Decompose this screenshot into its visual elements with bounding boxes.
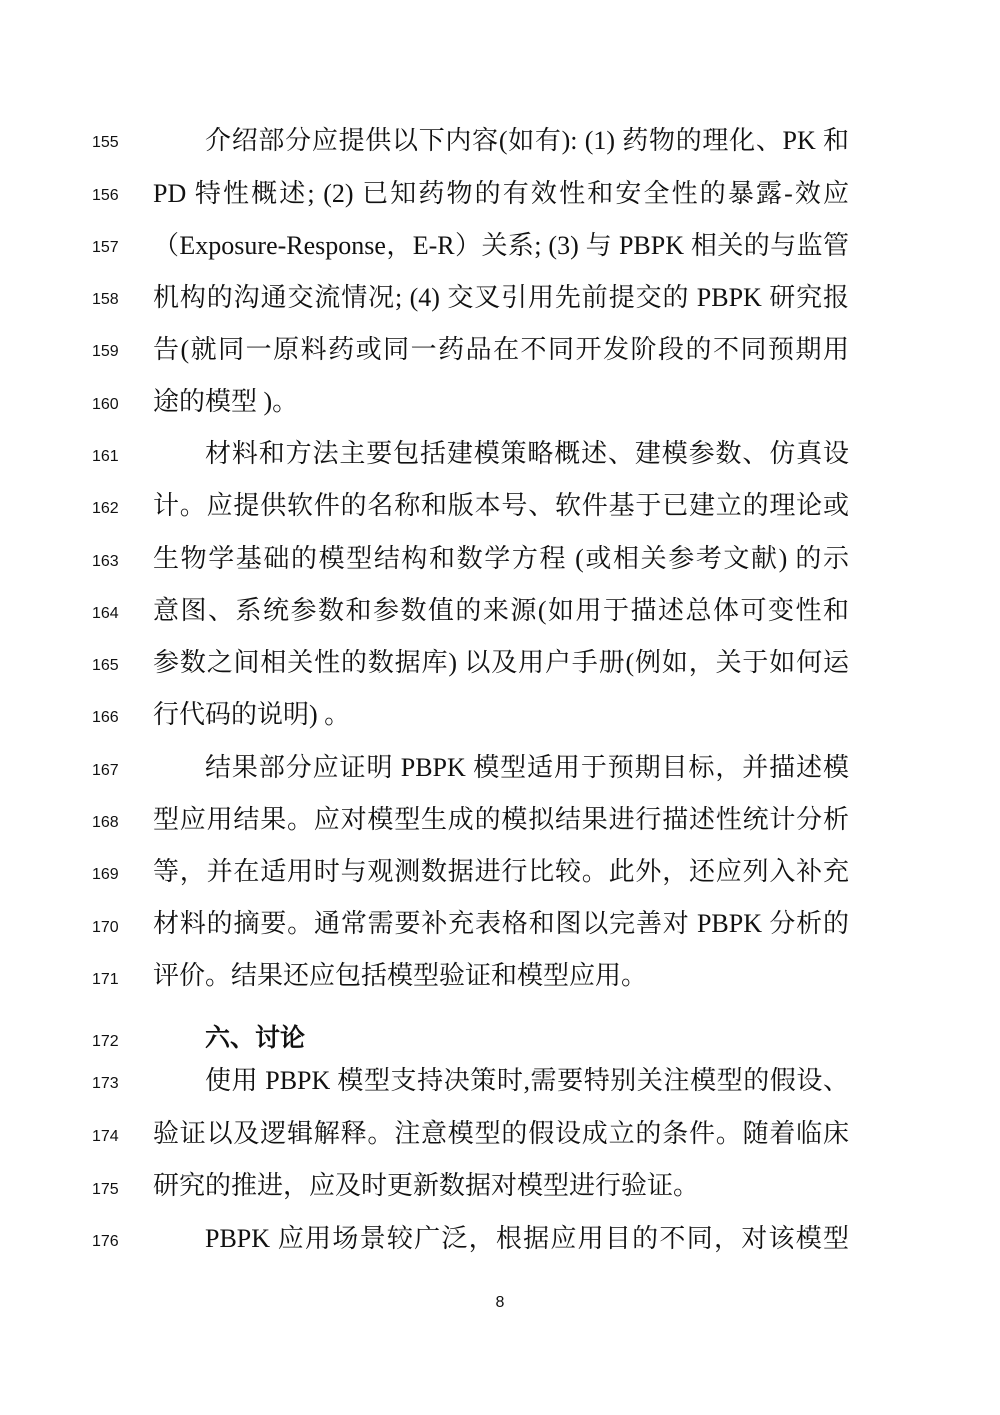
line-number: 158 (92, 291, 119, 308)
line-number: 166 (92, 709, 119, 726)
text-line: 型应用结果。应对模型生成的模拟结果进行描述性统计分析 (153, 805, 849, 834)
line-number: 163 (92, 553, 119, 570)
text-line: 材料的摘要。通常需要补充表格和图以完善对 PBPK 分析的 (153, 909, 849, 938)
text-line: PD 特性概述; (2) 已知药物的有效性和安全性的暴露-效应 (153, 179, 849, 208)
text-line: 验证以及逻辑解释。注意模型的假设成立的条件。随着临床 (153, 1119, 849, 1148)
text-line: 材料和方法主要包括建模策略概述、建模参数、仿真设 (205, 439, 849, 468)
text-line: 意图、系统参数和参数值的来源(如用于描述总体可变性和 (153, 596, 849, 625)
text-line: 行代码的说明) 。 (153, 700, 351, 729)
text-line: 机构的沟通交流情况; (4) 交叉引用先前提交的 PBPK 研究报 (153, 283, 849, 312)
text-line: 生物学基础的模型结构和数学方程 (或相关参考文献) 的示 (153, 544, 849, 573)
line-number: 156 (92, 187, 119, 204)
text-line: PBPK 应用场景较广泛，根据应用目的不同，对该模型 (205, 1224, 849, 1253)
section-heading: 六、讨论 (205, 1023, 306, 1052)
line-number: 175 (92, 1181, 119, 1198)
line-number: 170 (92, 919, 119, 936)
line-number: 176 (92, 1233, 119, 1250)
line-number: 155 (92, 134, 119, 151)
text-line: 计。应提供软件的名称和版本号、软件基于已建立的理论或 (153, 491, 849, 520)
text-line: 结果部分应证明 PBPK 模型适用于预期目标，并描述模 (205, 753, 849, 782)
line-number: 162 (92, 500, 119, 517)
line-number: 160 (92, 396, 119, 413)
text-line: 研究的推进，应及时更新数据对模型进行验证。 (153, 1171, 700, 1200)
text-line: 参数之间相关性的数据库) 以及用户手册(例如，关于如何运 (153, 648, 849, 677)
line-number: 157 (92, 239, 119, 256)
text-line: （Exposure-Response，E-R）关系; (3) 与 PBPK 相关的与监管 (153, 231, 849, 260)
line-number: 173 (92, 1075, 119, 1092)
line-number: 174 (92, 1128, 119, 1145)
text-line: 使用 PBPK 模型支持决策时,需要特别关注模型的假设、 (205, 1066, 849, 1095)
line-number: 167 (92, 762, 119, 779)
text-line: 评价。结果还应包括模型验证和模型应用。 (153, 961, 648, 990)
line-number: 172 (92, 1033, 119, 1050)
line-number: 169 (92, 866, 119, 883)
line-number: 165 (92, 657, 119, 674)
text-line: 途的模型 )。 (153, 387, 299, 416)
line-number: 159 (92, 343, 119, 360)
line-number: 164 (92, 605, 119, 622)
line-number: 168 (92, 814, 119, 831)
text-line: 介绍部分应提供以下内容(如有): (1) 药物的理化、PK 和 (205, 126, 849, 155)
line-number: 161 (92, 448, 119, 465)
text-line: 等，并在适用时与观测数据进行比较。此外，还应列入补充 (153, 857, 849, 886)
page-number: 8 (495, 1294, 505, 1311)
text-line: 告(就同一原料药或同一药品在不同开发阶段的不同预期用 (153, 335, 849, 364)
line-number: 171 (92, 971, 119, 988)
